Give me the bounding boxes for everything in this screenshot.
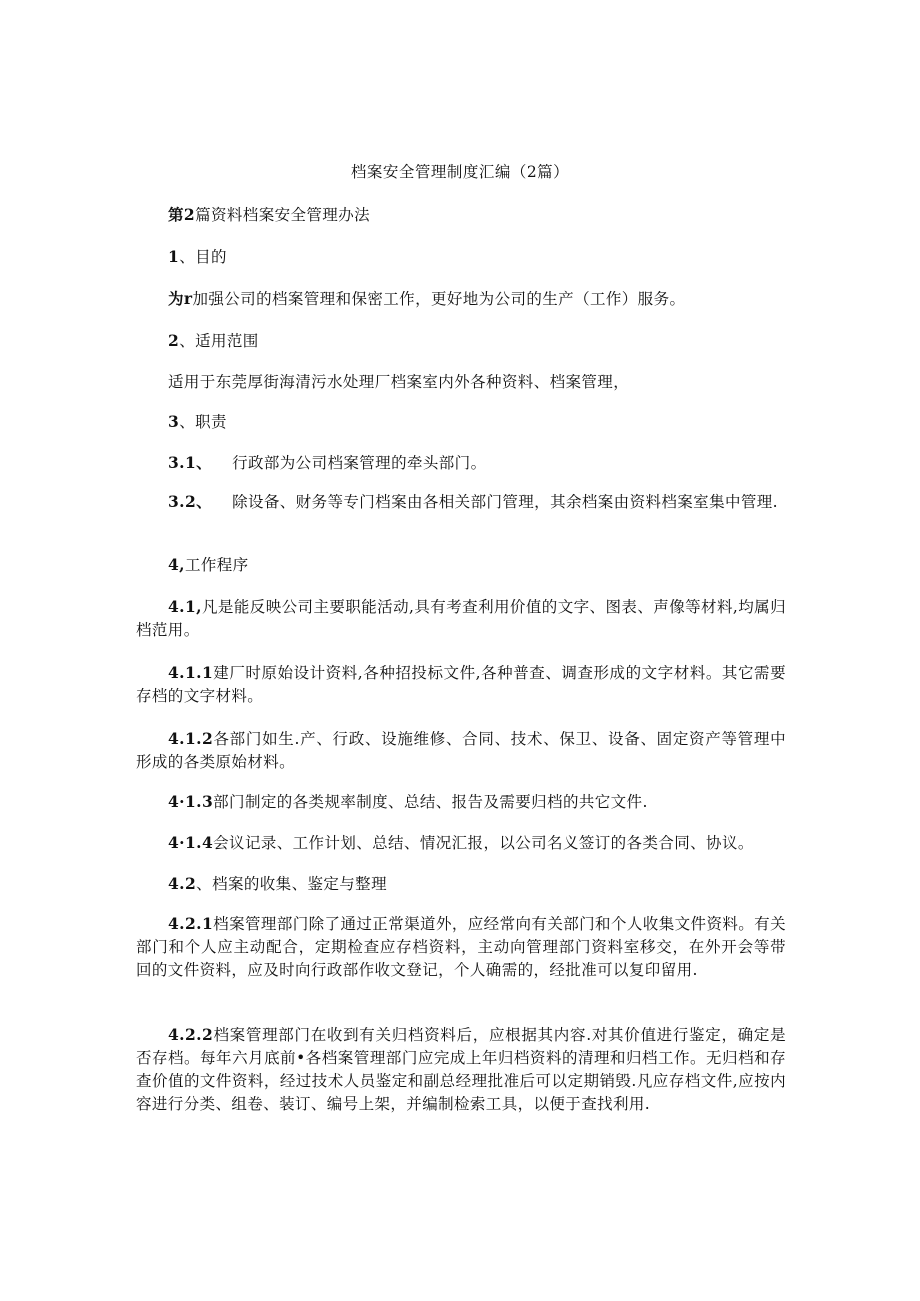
section-text: 、适用范围 <box>179 332 259 350</box>
section-number: 1 <box>168 247 180 266</box>
section-1-body <box>168 287 685 311</box>
document-title: 档案安全管理制度汇编（2篇） <box>350 163 570 181</box>
clause-text: 部门制定的各类规率制度、总结、报告及需要归档的共它文件. <box>213 793 648 811</box>
clause-number: 4.2.1 <box>168 914 214 933</box>
clause-number: 3.2、 <box>168 492 213 511</box>
section-text: 工作程序 <box>184 556 249 574</box>
subtitle <box>168 203 370 227</box>
clause-text: 凡是能反映公司主要职能活动,具有考查利用价值的文字、图表、声像等材料,均属归档范用。 <box>136 598 786 639</box>
clause-text: 档案管理部门除了通过正常渠道外，应经常向有关部门和个人收集文件资料。有关部门和个人应主动配合，定期检查应存档资料，主动向管理部门资料室移交，在外开会等带回的文件资料，应及时向行政部作收文登记，个人确需的，经批准可以复印留用. <box>136 915 786 979</box>
clause-text: 除设备、财务等专门档案由各相关部门管理，其余档案由资料档案室集中管理. <box>232 493 779 511</box>
clause-number: 4.2 <box>168 874 197 893</box>
clause-text: 、档案的收集、鉴定与整理 <box>196 875 387 893</box>
clause-text: 档案管理部门在收到有关归档资料后，应根据其内容.对其价值进行鉴定，确定是否存档。每年六月底前•各档案管理部门应完成上年归档资料的清理和归档工作。无归档和存查价值的文件资料，经过技术人员鉴定和副总经理批准后可以定期销毁.凡应存档文件,应按内容进行分类、组卷、装订、编号上架，并编制检索工具，以便于查找利用. <box>136 1026 786 1113</box>
section-heading-2 <box>168 329 259 353</box>
section-3-1 <box>168 451 486 475</box>
section-heading-3 <box>168 410 227 434</box>
section-1-body-prefix: 为r <box>168 289 193 308</box>
section-4-1-4 <box>168 831 754 855</box>
section-4-2-1 <box>136 912 786 982</box>
section-4-1-1 <box>136 661 786 708</box>
clause-text: 建厂时原始设计资料,各种招投标文件,各种普查、调查形成的文字材料。其它需要存档的文字材料。 <box>136 664 786 705</box>
section-text: 、目的 <box>179 248 227 266</box>
section-2-body <box>168 370 629 394</box>
section-4-2-2 <box>136 1023 786 1116</box>
section-number: 2 <box>168 331 180 350</box>
section-4-1-3 <box>168 790 648 814</box>
section-heading-1 <box>168 245 227 269</box>
clause-number: 4.1, <box>168 597 202 616</box>
clause-number: 4.1.2 <box>168 729 214 748</box>
section-4-1-2 <box>136 727 786 774</box>
clause-number: 4·1.4 <box>168 833 214 852</box>
clause-text: 会议记录、工作计划、总结、情况汇报，以公司名义签订的各类合同、协议。 <box>213 834 754 852</box>
section-text: 、职责 <box>179 413 227 431</box>
section-1-body-text: 加强公司的档案管理和保密工作，更好地为公司的生产（工作）服务。 <box>192 290 686 308</box>
section-4-2 <box>168 872 387 896</box>
section-heading-4 <box>168 553 249 577</box>
clause-number: 4.1.1 <box>168 663 214 682</box>
clause-number: 4·1.3 <box>168 792 214 811</box>
clause-text: 行政部为公司档案管理的牵头部门。 <box>232 454 487 472</box>
section-number: 3 <box>168 412 180 431</box>
section-2-body-text: 适用于东莞厚街海清污水处理厂档案室内外各种资料、档案管理， <box>168 373 630 391</box>
subtitle-number: 第2 <box>168 205 196 224</box>
section-3-2 <box>136 490 786 514</box>
clause-number: 4.2.2 <box>168 1025 214 1044</box>
clause-number: 3.1、 <box>168 453 213 472</box>
subtitle-text: 篇资料档案安全管理办法 <box>195 206 370 224</box>
section-4-1 <box>136 595 786 642</box>
clause-text: 各部门如生.产、行政、设施维修、合同、技术、保卫、设备、固定资产等管理中形成的各类原始材料。 <box>136 730 786 771</box>
section-number: 4, <box>168 555 185 574</box>
